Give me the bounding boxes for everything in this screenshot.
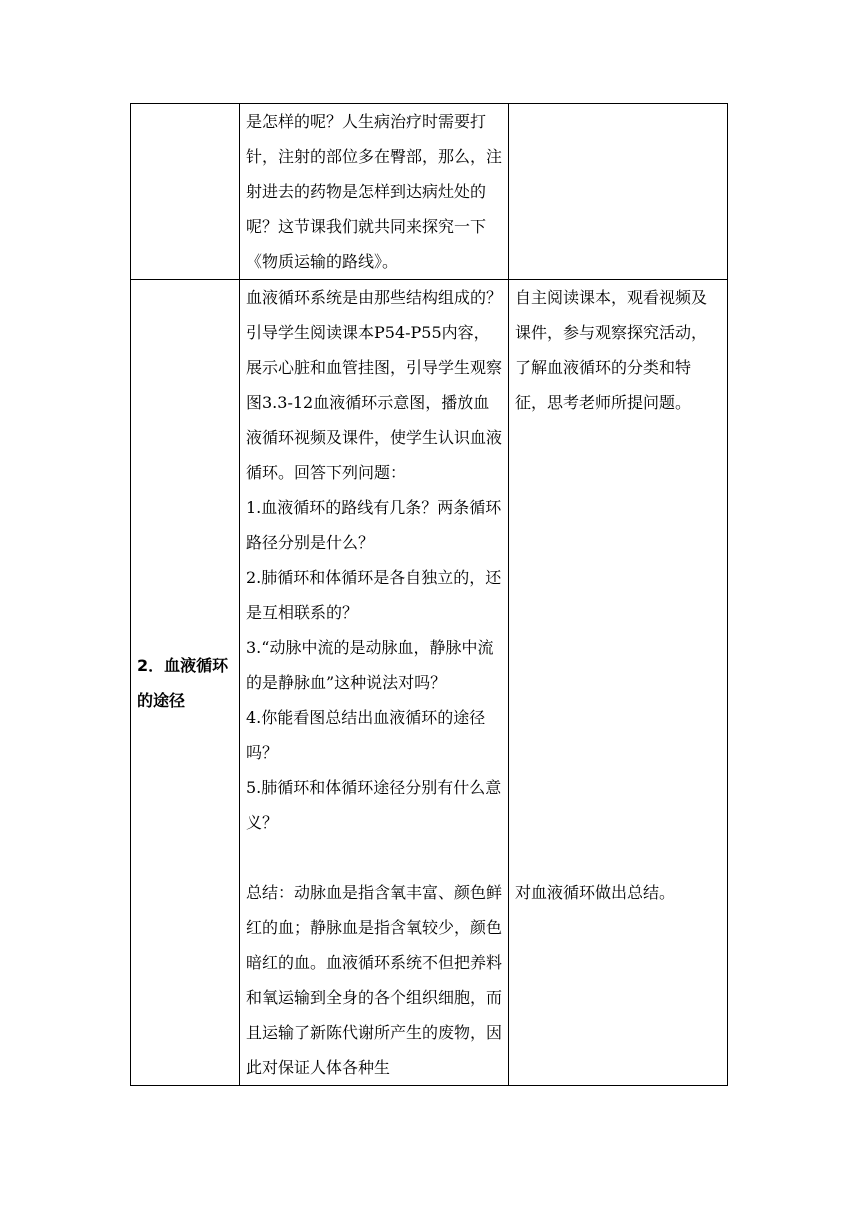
student-activity-text: 自主阅读课本，观看视频及课件，参与观察探究活动，了解血液循环的分类和特征，思考老师所提问题。 [515,288,708,412]
student-summary-text: 对血液循环做出总结。 [515,883,676,902]
teacher-activity-cell [240,104,509,280]
teacher-activity-text: 是怎样的呢？人生病治疗时需要打针，注射的部位多在臀部，那么，注射进去的药物是怎样到达病灶处的呢？这节课我们就共同来探究一下《物质运输的路线》。 [246,112,503,271]
table-row [131,104,728,280]
teacher-intro-text: 血液循环系统是由那些结构组成的？引导学生阅读课本P54-P55内容，展示心脏和血管挂图，引导学生观察图3.3-12血液循环示意图，播放血液循环视频及课件，使学生认识血液循环。回答下列问题： [246,288,503,482]
blank-line [246,840,502,875]
stage-label-cell [131,104,240,280]
question-item: 4.你能看图总结出血液循环的途径吗？ [246,708,486,762]
question-item: 3.“动脉中流的是动脉血，静脉中流的是静脉血”这种说法对吗？ [246,638,494,692]
student-activity-cell [509,104,728,280]
question-item: 1.血液循环的路线有几条？两条循环路径分别是什么？ [246,498,502,552]
student-activity-cell [509,280,728,1086]
question-item: 2.肺循环和体循环是各自独立的，还是互相联系的？ [246,568,502,622]
teacher-activity-cell [240,280,509,1086]
spacer [515,420,721,875]
table-row [131,280,728,1086]
lesson-plan-table [130,103,728,1086]
summary-text: 总结：动脉血是指含氧丰富、颜色鲜红的血；静脉血是指含氧较少，颜色暗红的血。血液循环系统不但把养料和氧运输到全身的各个组织细胞，而且运输了新陈代谢所产生的废物，因此对保证人体各种生 [246,883,503,1077]
question-item: 5.肺循环和体循环途径分别有什么意义？ [246,778,502,832]
stage-label-cell: 2．血液循环的途径 [131,280,240,1086]
